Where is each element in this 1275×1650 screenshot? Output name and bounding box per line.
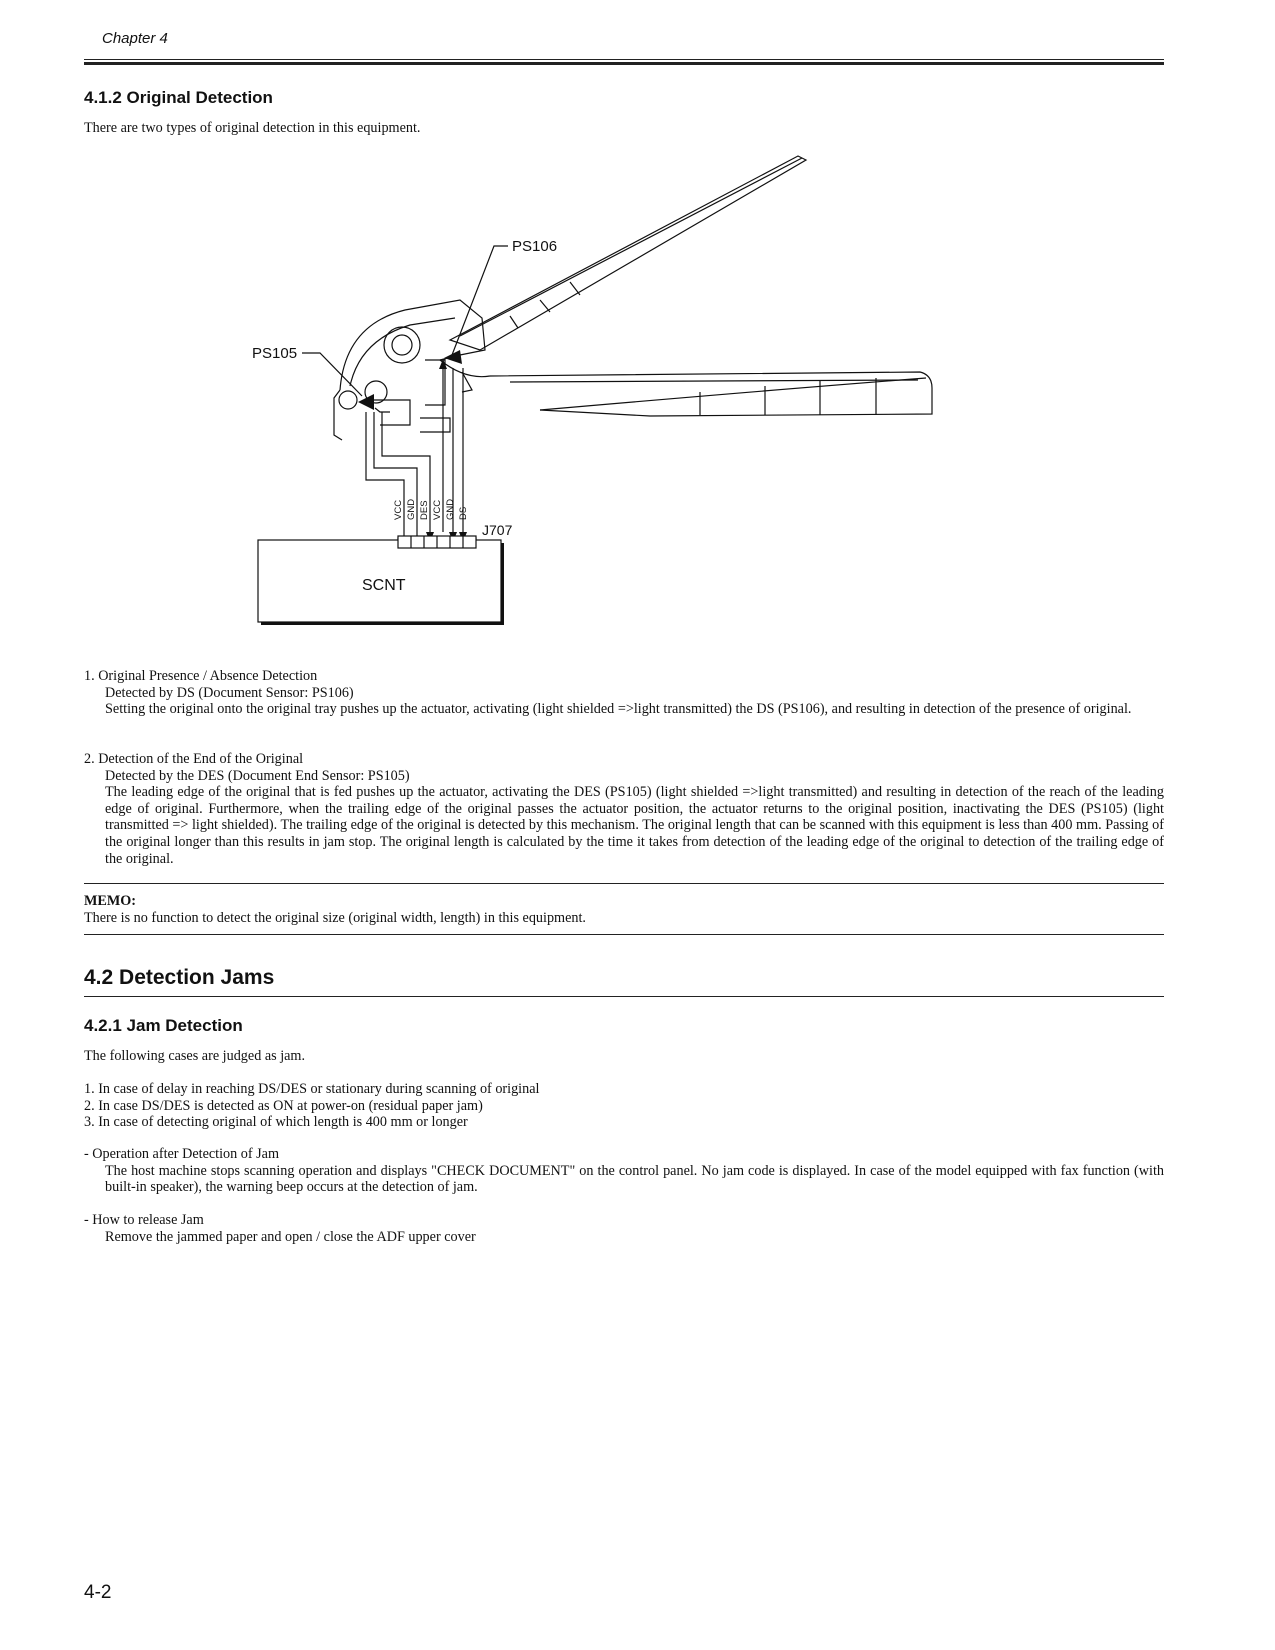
pin-label-1: VCC: [393, 499, 404, 520]
memo-top-rule: [84, 883, 1164, 884]
jam-operation-text: The host machine stops scanning operation and displays "CHECK DOCUMENT" on the control panel. No jam code is displayed. In case of the model equipped with fax function (with built-in speaker), the warning beep occurs at the detection of jam.: [105, 1162, 1164, 1196]
detection-item-1: [84, 668, 1164, 718]
detection-item-2-heading: 2. Detection of the End of the Original: [84, 751, 304, 767]
detection-item-1-heading: 1. Original Presence / Absence Detection: [84, 668, 318, 684]
jam-release-text: Remove the jammed paper and open / close the ADF upper cover: [105, 1228, 476, 1245]
detection-item-2-sub: Detected by the DES (Document End Sensor: PS105): [105, 767, 410, 784]
detection-item-1-text: Setting the original onto the original tray pushes up the actuator, activating (light shielded =>light transmitted) the DS (PS106), and resulting in detection of the presence of original.: [105, 701, 1132, 718]
list-item: 1. In case of delay in reaching DS/DES or stationary during scanning of original: [84, 1081, 540, 1097]
label-ps105: PS105: [252, 345, 298, 362]
section-4-2-1-title: 4.2.1 Jam Detection: [84, 1016, 243, 1035]
feed-tray-upper: [450, 156, 806, 350]
label-scnt: SCNT: [362, 577, 406, 594]
memo-label: MEMO:: [84, 893, 137, 909]
header-rule: [84, 59, 1164, 65]
section-4-2-rule: [84, 996, 1164, 997]
pin-label-5: GND: [445, 498, 456, 520]
section-4-1-2-title: 4.1.2 Original Detection: [84, 88, 273, 107]
pin-label-4: VCC: [432, 499, 443, 520]
pin-label-3: DES: [419, 500, 430, 520]
pin-label-6: DS: [458, 506, 469, 520]
adf-body: [334, 300, 490, 440]
label-j707: J707: [482, 522, 513, 538]
label-ps106: PS106: [512, 238, 558, 255]
detection-item-1-sub: Detected by DS (Document Sensor: PS106): [105, 684, 354, 701]
jam-release-block: [84, 1212, 1164, 1245]
section-4-2-1-intro: The following cases are judged as jam.: [84, 1048, 306, 1064]
memo-box: [84, 893, 1164, 926]
jam-operation-block: [84, 1146, 1164, 1196]
list-item: 2. In case DS/DES is detected as ON at power-on (residual paper jam): [84, 1097, 483, 1114]
jam-operation-heading: - Operation after Detection of Jam: [84, 1146, 279, 1162]
list-item: 3. In case of detecting original of which length is 400 mm or longer: [84, 1114, 468, 1131]
detection-item-2-text: The leading edge of the original that is fed pushes up the actuator, activating the DES (PS105) (light shielded =>light transmitted) and resulting in detection of the reach of the leading edge of original. Furthermore, when the trailing edge of the original passes the actuator position, the actuator returns to the original position, inactivating the DES (PS105) (light transmitted => light shielded). The trailing edge of the original is detected by this mechanism. The original length that can be scanned with this equipment is less than 400 mm. Passing of the original longer than this results in jam stop. The original length is calculated by the time it takes from detection of the leading edge of the original to detection of the trailing edge of the original.: [105, 784, 1164, 867]
memo-bottom-rule: [84, 934, 1164, 935]
feed-tray-lower: [490, 372, 932, 416]
chapter-label: Chapter 4: [102, 30, 168, 47]
memo-text: There is no function to detect the original size (original width, length) in this equipment.: [84, 909, 586, 926]
detection-item-2: [84, 751, 1164, 867]
pin-label-2: GND: [406, 498, 417, 520]
jam-case-list: [84, 1081, 1164, 1131]
adf-sensor-diagram: [250, 150, 990, 660]
section-4-1-2-intro: There are two types of original detection in this equipment.: [84, 120, 421, 136]
jam-release-heading: - How to release Jam: [84, 1212, 204, 1228]
section-4-2-title: 4.2 Detection Jams: [84, 966, 275, 989]
page-number: 4-2: [84, 1582, 112, 1603]
